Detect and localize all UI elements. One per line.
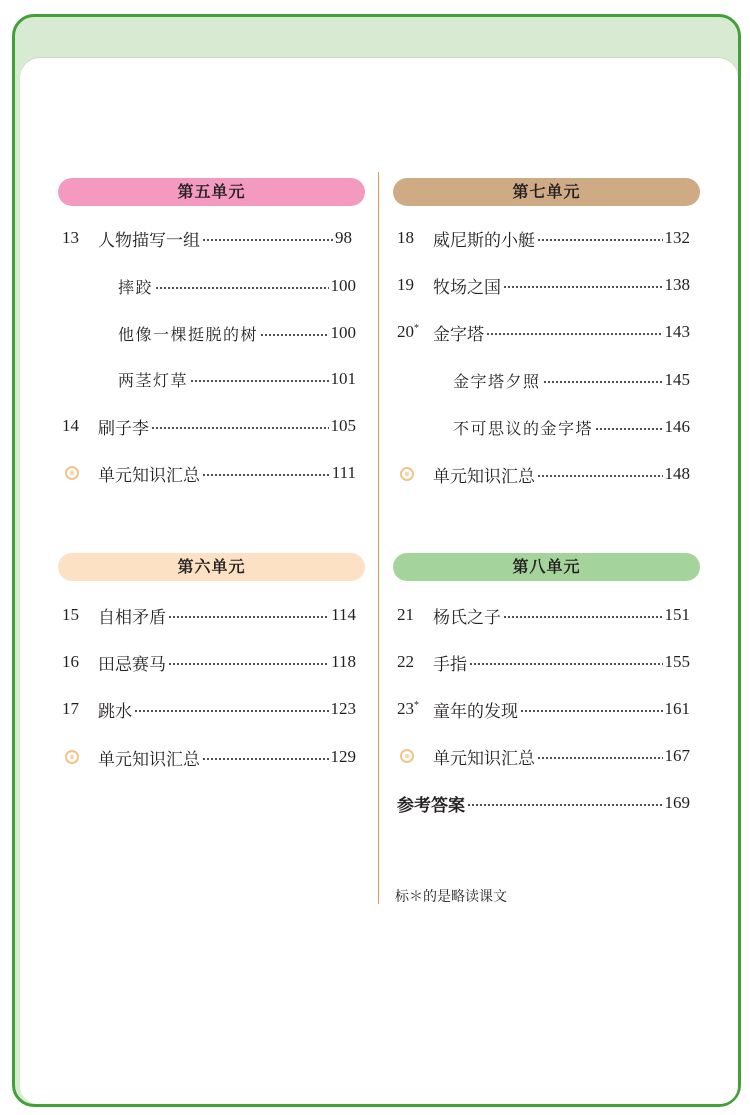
leader-dots (543, 381, 663, 383)
leader-dots (537, 757, 663, 759)
entry-page: 118 (331, 652, 356, 671)
entry-page: 145 (664, 370, 690, 389)
toc-entry[interactable] (62, 650, 356, 674)
entry-number: 16 (62, 652, 79, 671)
toc-subentry[interactable] (453, 368, 690, 392)
toc-entry[interactable] (397, 650, 690, 674)
entry-title: 金字塔 (433, 324, 484, 345)
entry-title: 单元知识汇总 (433, 466, 535, 487)
entry-title: 童年的发现 (433, 701, 518, 722)
entry-number: 21 (397, 605, 414, 624)
leader-dots (503, 286, 663, 288)
entry-page: 167 (664, 746, 690, 765)
entry-page: 98 (335, 228, 352, 247)
entry-title: 单元知识汇总 (98, 749, 200, 770)
entry-page: 101 (330, 369, 356, 388)
leader-dots (168, 663, 329, 665)
entry-page: 123 (330, 699, 356, 718)
leader-dots (503, 616, 663, 618)
entry-title: 人物描写一组 (98, 230, 200, 251)
entry-page: 143 (664, 322, 690, 341)
entry-page: 146 (664, 417, 690, 436)
circle-bullet-icon (397, 749, 433, 763)
toc-entry[interactable] (397, 603, 690, 627)
toc-entry[interactable] (397, 697, 690, 721)
entry-page: 105 (330, 416, 356, 435)
entry-number: 22 (397, 652, 414, 671)
leader-dots (202, 239, 333, 241)
unit5-banner: 第五单元 (58, 178, 365, 206)
entry-title: 手指 (433, 654, 467, 675)
leader-dots (190, 380, 328, 382)
unit7-banner: 第七单元 (393, 178, 700, 206)
entry-number: 14 (62, 416, 79, 435)
toc-entry[interactable] (397, 320, 690, 344)
entry-title: 威尼斯的小艇 (433, 230, 535, 251)
toc-entry[interactable] (397, 744, 690, 768)
toc-subentry[interactable] (118, 367, 356, 391)
unit8-banner: 第八单元 (393, 553, 700, 581)
answers-entry[interactable] (397, 791, 690, 815)
entry-title: 单元知识汇总 (433, 748, 535, 769)
toc-subentry[interactable] (118, 321, 356, 345)
leader-dots (520, 710, 663, 712)
leader-dots (202, 474, 330, 476)
entry-number (397, 322, 433, 342)
entry-number: 17 (62, 699, 79, 718)
column-divider (378, 172, 379, 904)
entry-title: 自相矛盾 (98, 607, 166, 628)
leader-dots (467, 804, 663, 806)
paper (20, 58, 738, 1104)
entry-title: 跳水 (98, 701, 132, 722)
entry-title: 金字塔夕照 (453, 371, 541, 391)
toc-entry[interactable] (62, 226, 352, 250)
entry-page: 100 (330, 323, 356, 342)
entry-title: 他像一棵挺脱的树 (118, 324, 259, 344)
leader-dots (537, 475, 663, 477)
entry-title: 单元知识汇总 (98, 465, 200, 486)
leader-dots (155, 287, 328, 289)
leader-dots (595, 428, 662, 430)
circle-bullet-icon (62, 750, 98, 764)
entry-title: 牧场之国 (433, 277, 501, 298)
entry-page: 138 (664, 275, 690, 294)
entry-title: 两茎灯草 (118, 370, 189, 390)
toc-entry[interactable] (397, 462, 690, 486)
toc-subentry[interactable] (118, 274, 356, 298)
entry-title: 田忌赛马 (98, 654, 166, 675)
toc-entry[interactable] (62, 697, 356, 721)
entry-title: 刷子李 (98, 418, 149, 439)
toc-entry[interactable] (62, 745, 356, 769)
entry-title: 不可思议的金字塔 (453, 418, 594, 438)
leader-dots (469, 663, 663, 665)
optional-reading-mark: * (414, 323, 419, 334)
entry-page: 169 (664, 793, 690, 812)
toc-subentry[interactable] (453, 415, 690, 439)
entry-number: 19 (397, 275, 414, 294)
toc-entry[interactable] (62, 603, 356, 627)
leader-dots (486, 333, 663, 335)
leader-dots (537, 239, 663, 241)
entry-number: 18 (397, 228, 414, 247)
entry-number (397, 699, 433, 719)
entry-number-value: 23 (397, 699, 414, 718)
entry-number-value: 20 (397, 322, 414, 341)
entry-page: 151 (664, 605, 690, 624)
toc-entry[interactable] (62, 461, 356, 485)
toc-entry[interactable] (62, 414, 356, 438)
optional-reading-mark: * (414, 700, 419, 711)
footnote: 标＊的是略读课文 (395, 889, 507, 905)
entry-page: 155 (664, 652, 690, 671)
leader-dots (151, 427, 329, 429)
leader-dots (134, 710, 329, 712)
circle-bullet-icon (62, 466, 98, 480)
entry-page: 129 (330, 747, 356, 766)
entry-title: 杨氏之子 (433, 607, 501, 628)
unit6-banner: 第六单元 (58, 553, 365, 581)
leader-dots (168, 616, 329, 618)
toc-entry[interactable] (397, 273, 690, 297)
toc-entry[interactable] (397, 226, 690, 250)
entry-page: 148 (664, 464, 690, 483)
entry-number: 15 (62, 605, 79, 624)
circle-bullet-icon (397, 467, 433, 481)
entry-page: 161 (664, 699, 690, 718)
entry-number: 13 (62, 228, 79, 247)
leader-dots (202, 758, 329, 760)
entry-title: 参考答案 (397, 795, 465, 816)
entry-title: 摔跤 (118, 277, 154, 297)
entry-page: 114 (331, 605, 356, 624)
entry-page: 100 (330, 276, 356, 295)
entry-page: 132 (664, 228, 690, 247)
leader-dots (260, 334, 328, 336)
entry-page: 111 (331, 463, 356, 482)
